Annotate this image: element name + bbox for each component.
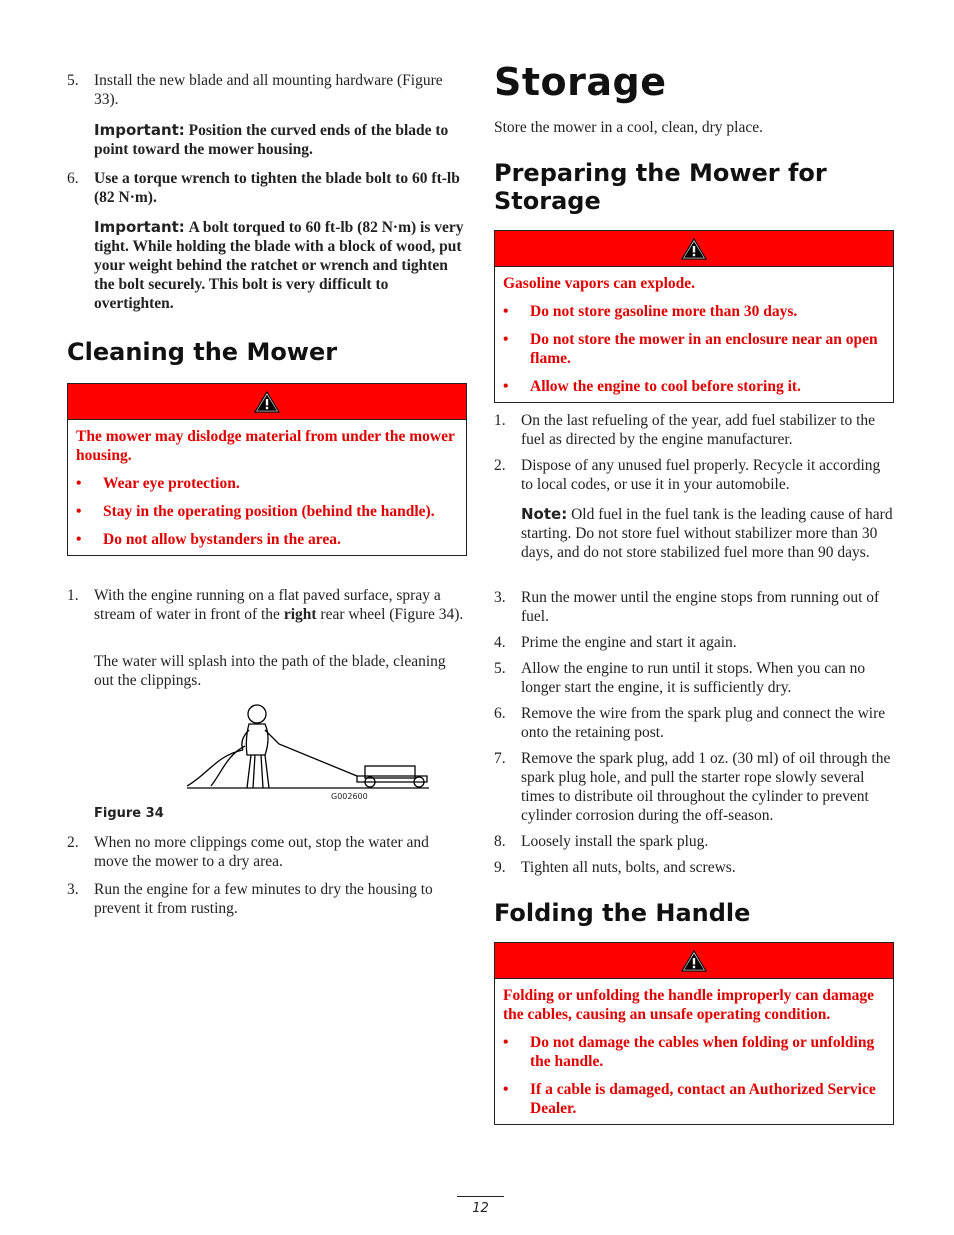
warning-header (495, 943, 893, 979)
warning-lead: Gasoline vapors can explode. (503, 275, 696, 292)
cleaning-step-1 (67, 586, 467, 624)
step-text: Loosely install the spark plug. (521, 833, 709, 850)
step-number: 2. (494, 457, 506, 474)
step-text: Run the mower until the engine stops from running out of fuel. (521, 589, 880, 625)
step-number: 5. (67, 72, 79, 89)
cleaning-step-3 (67, 880, 467, 918)
warning-bullet: • Do not damage the cables when folding or unfolding the handle. (503, 1034, 875, 1070)
storage-step-2 (494, 456, 894, 494)
step-text: Use a torque wrench to tighten the blade bolt to 60 ft-lb (82 N·m). (94, 170, 460, 206)
step-number: 6. (67, 170, 79, 187)
figure-code: G002600 (331, 792, 368, 801)
storage-intro: Store the mower in a cool, clean, dry place. (494, 119, 763, 136)
preparing-heading: Preparing the Mower for Storage (494, 159, 827, 215)
warning-triangle-icon (254, 391, 280, 413)
cleaning-step-1-para: The water will splash into the path of the blade, cleaning out the clippings. (94, 653, 446, 689)
important-label: Important: (94, 218, 185, 236)
note-label: Note: (521, 505, 568, 523)
step-text: Remove the wire from the spark plug and connect the wire onto the retaining post. (521, 705, 886, 741)
mower-washing-illustration (187, 700, 437, 805)
step-5 (67, 71, 467, 109)
warning-bullet: • Wear eye protection. (76, 475, 240, 492)
folding-heading: Folding the Handle (494, 899, 751, 927)
cleaning-step-2 (67, 833, 467, 871)
step-number: 5. (494, 660, 506, 677)
step-text: On the last refueling of the year, add fuel stabilizer to the fuel as directed by the engine manufacturer. (521, 412, 876, 448)
important-note-2 (94, 218, 467, 313)
gasoline-warning-box (494, 230, 894, 403)
step-text: Remove the spark plug, add 1 oz. (30 ml) of oil through the spark plug hole, and pull the starter rope slowly several times to distribute oil throughout the cylinder to prevent cylinder corrosion during the off-season. (521, 750, 891, 824)
storage-step-4 (494, 633, 894, 652)
storage-note (521, 505, 894, 562)
step-number: 6. (494, 705, 506, 722)
warning-bullet: • Do not store gasoline more than 30 days. (503, 303, 798, 320)
page-number: 12 (457, 1196, 504, 1216)
step-text: Run the engine for a few minutes to dry the housing to prevent it from rusting. (94, 881, 433, 917)
step-number: 2. (67, 834, 79, 851)
storage-step-8 (494, 832, 894, 851)
step-number: 1. (67, 587, 79, 604)
step-number: 3. (494, 589, 506, 606)
note-text: Old fuel in the fuel tank is the leading cause of hard starting. Do not store fuel without stabilizer more than 30 days, and do not store stabilized fuel more than 90 days. (521, 506, 893, 561)
step-number: 8. (494, 833, 506, 850)
storage-heading: Storage (494, 60, 667, 104)
step-text: When no more clippings come out, stop the water and move the mower to a dry area. (94, 834, 429, 870)
warning-triangle-icon (681, 950, 707, 972)
storage-step-5 (494, 659, 894, 697)
warning-lead: Folding or unfolding the handle improperly can damage the cables, causing an unsafe operating condition. (503, 987, 875, 1023)
warning-bullet: • Allow the engine to cool before storing it. (503, 378, 801, 395)
warning-bullet: • If a cable is damaged, contact an Authorized Service Dealer. (503, 1081, 876, 1117)
important-note-1 (94, 121, 467, 159)
step-text: Allow the engine to run until it stops. When you can no longer start the engine, it is sufficiently dry. (521, 660, 866, 696)
warning-bullet: • Stay in the operating position (behind the handle). (76, 503, 435, 520)
warning-body (495, 979, 893, 1124)
step-number: 7. (494, 750, 506, 767)
step-text: Dispose of any unused fuel properly. Recycle it according to local codes, or use it in your automobile. (521, 457, 881, 493)
step-text: Prime the engine and start it again. (521, 634, 737, 651)
storage-step-1 (494, 411, 894, 449)
warning-body (68, 420, 466, 555)
step-number: 4. (494, 634, 506, 651)
important-label: Important: (94, 121, 185, 139)
storage-step-7 (494, 749, 894, 825)
warning-triangle-icon (681, 238, 707, 260)
step-number: 9. (494, 859, 506, 876)
cleaning-warning-box (67, 383, 467, 556)
folding-warning-box (494, 942, 894, 1125)
step-text: Install the new blade and all mounting hardware (Figure 33). (94, 72, 443, 108)
storage-step-9 (494, 858, 894, 877)
warning-bullet: • Do not store the mower in an enclosure near an open flame. (503, 331, 878, 367)
warning-header (495, 231, 893, 267)
cleaning-heading: Cleaning the Mower (67, 338, 338, 366)
step-number: 3. (67, 881, 79, 898)
warning-body (495, 267, 893, 402)
important-text: A bolt torqued to 60 ft-lb (82 N·m) is very tight. While holding the blade with a block of wood, put your weight behind the ratchet or wrench and tighten the bolt securely. This bolt is very difficult to overtighten. (94, 219, 464, 312)
important-text: Position the curved ends of the blade to point toward the mower housing. (94, 122, 449, 158)
storage-step-6 (494, 704, 894, 742)
figure-caption: Figure 34 (94, 806, 164, 821)
warning-lead: The mower may dislodge material from under the mower housing. (76, 428, 455, 464)
storage-step-3 (494, 588, 894, 626)
step-text: Tighten all nuts, bolts, and screws. (521, 859, 736, 876)
step-text: With the engine running on a flat paved surface, spray a stream of water in front of the right rear wheel (Figure 34). (94, 587, 464, 623)
step-number: 1. (494, 412, 506, 429)
warning-header (68, 384, 466, 420)
warning-bullet: • Do not allow bystanders in the area. (76, 531, 341, 548)
step-6 (67, 169, 467, 207)
